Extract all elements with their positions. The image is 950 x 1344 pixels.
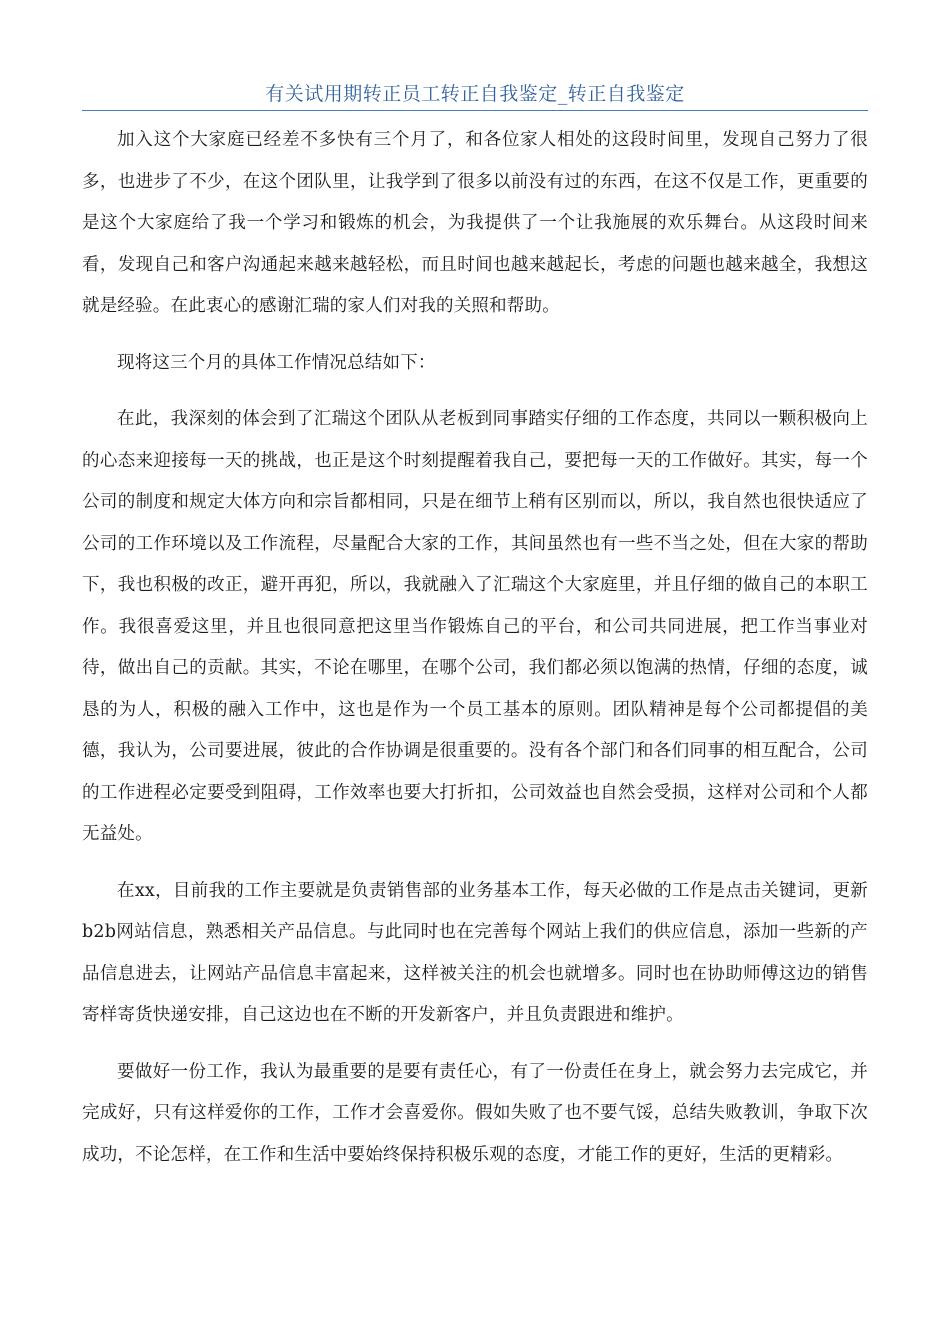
paragraph-intro: 加入这个大家庭已经差不多快有三个月了，和各位家人相处的这段时间里，发现自己努力了很多，也进步了不少，在这个团队里，让我学到了很多以前没有过的东西，在这不仅是工作，更重要的是这个大家庭给了我一个学习和锻炼的机会，为我提供了一个让我施展的欢乐舞台。从这段时间来看，发现自己和客户沟通起来越来越轻松，而且时间也越来越起长，考虑的问题也越来越全，我想这就是经验。在此衷心的感谢汇瑞的家人们对我的关照和帮助。 [82, 130, 868, 316]
header-title: 有关试用期转正员工转正自我鉴定_转正自我鉴定 [265, 83, 685, 105]
paragraph-team-attitude: 在此，我深刻的体会到了汇瑞这个团队从老板到同事踏实仔细的工作态度，共同以一颗积极向上的心态来迎接每一天的挑战，也正是这个时刻提醒着我自己，要把每一天的工作做好。其实，每一个公司的制度和规定大体方向和宗旨都相同，只是在细节上稍有区别而以，所以，我自然也很快适应了公司的工作环境以及工作流程，尽量配合大家的工作，其间虽然也有一些不当之处，但在大家的帮助下，我也积极的改正，避开再犯，所以，我就融入了汇瑞这个大家庭里，并且仔细的做自己的本职工作。我很喜爱这里，并且也很同意把这里当作锻炼自己的平台，和公司共同进展，把工作当事业对待，做出自己的贡献。其实，不论在哪里，在哪个公司，我们都必须以饱满的热情，仔细的态度，诚恳的为人，积极的融入工作中，这也是作为一个员工基本的原则。团队精神是每个公司都提倡的美德，我认为，公司要进展，彼此的合作协调是很重要的。没有各个部门和各们同事的相互配合，公司的工作进程必定要受到阻碍，工作效率也要大打折扣，公司效益也自然会受损，这样对公司和个人都无益处。 [82, 409, 868, 844]
page-header [82, 80, 868, 111]
paragraph-summary-lead: 现将这三个月的具体工作情况总结如下： [117, 352, 436, 373]
paragraph-responsibility: 要做好一份工作，我认为最重要的是要有责任心，有了一份责任在身上，就会努力去完成它，并完成好，只有这样爱你的工作，工作才会喜爱你。假如失败了也不要气馁，总结失败教训，争取下次成功，不论怎样，在工作和生活中要始终保持积极乐观的态度，才能工作的更好，生活的更精彩。 [82, 1061, 868, 1165]
document-body [82, 120, 868, 1191]
paragraph-work-duties: 在xx，目前我的工作主要就是负责销售部的业务基本工作，每天必做的工作是点击关键词，更新b2b网站信息，熟悉相关产品信息。与此同时也在完善每个网站上我们的供应信息，添加一些新的产品信息进去，让网站产品信息丰富起来，这样被关注的机会也就增多。同时也在协助师傅这边的销售寄样寄货快递安排，自己这边也在不断的开发新客户，并且负责跟进和维护。 [82, 880, 868, 1025]
